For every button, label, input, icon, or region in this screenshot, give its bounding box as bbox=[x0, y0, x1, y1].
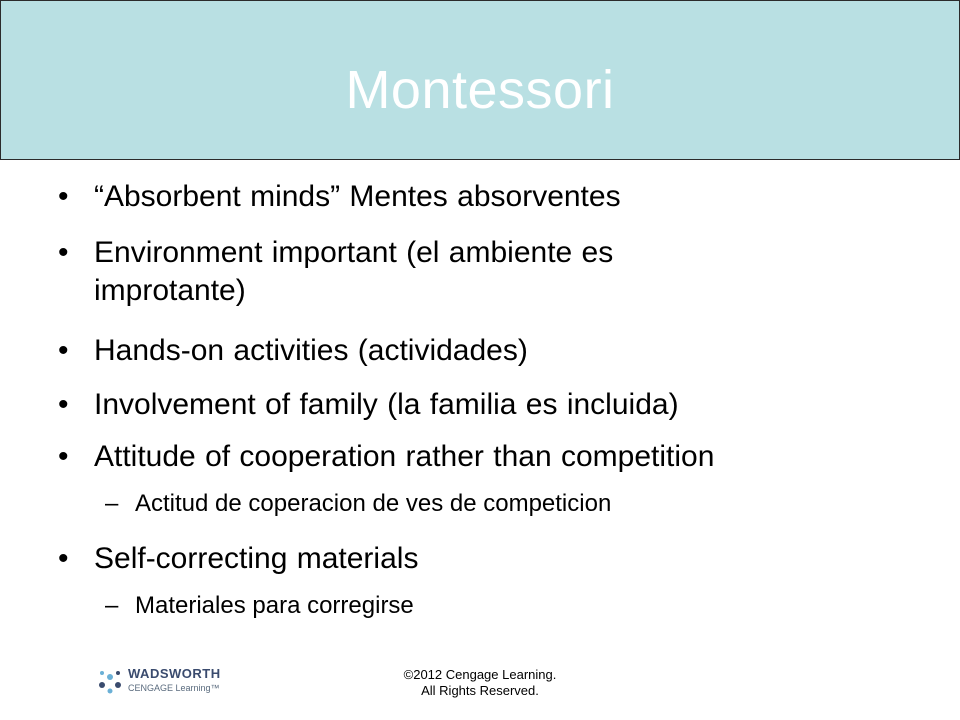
slide-title: Montessori bbox=[345, 60, 615, 120]
bullet-dot: • bbox=[58, 440, 69, 473]
sub-bullet-text: Actitud de coperacion de ves de competicion bbox=[135, 490, 612, 517]
sub-bullet-dash: – bbox=[105, 592, 119, 619]
bullet-text: Hands-on activities (actividades) bbox=[94, 334, 528, 367]
sub-bullet-text: Materiales para corregirse bbox=[135, 592, 414, 619]
logo-trademark: ™ bbox=[210, 683, 220, 693]
bullet-text: “Absorbent minds” Mentes absorventes bbox=[94, 180, 621, 213]
bullet-dot: • bbox=[58, 334, 69, 367]
logo-cengage-text: CENGAGE Learning bbox=[128, 683, 211, 693]
bullet-dot: • bbox=[58, 542, 69, 575]
title-band bbox=[0, 0, 960, 160]
bullet-dot: • bbox=[58, 388, 69, 421]
wadsworth-cengage-logo bbox=[96, 665, 236, 697]
cengage-logo-icon bbox=[96, 667, 124, 695]
logo-wordmark-wadsworth: WADSWORTH bbox=[128, 666, 221, 681]
bullet-text: Attitude of cooperation rather than competition bbox=[94, 440, 715, 473]
copyright-notice bbox=[380, 667, 580, 699]
sub-bullet-dash: – bbox=[105, 490, 119, 517]
bullet-dot: • bbox=[58, 236, 69, 269]
bullet-text: Involvement of family (la familia es incluida) bbox=[94, 388, 679, 421]
bullet-text: Environment important (el ambiente es improtante) bbox=[94, 236, 614, 307]
bullet-dot: • bbox=[58, 180, 69, 213]
logo-wordmark-cengage bbox=[128, 683, 220, 694]
bullet-text: Self-correcting materials bbox=[94, 542, 419, 575]
copyright-line-2: All Rights Reserved. bbox=[421, 683, 539, 698]
copyright-line-1: ©2012 Cengage Learning. bbox=[403, 667, 557, 682]
